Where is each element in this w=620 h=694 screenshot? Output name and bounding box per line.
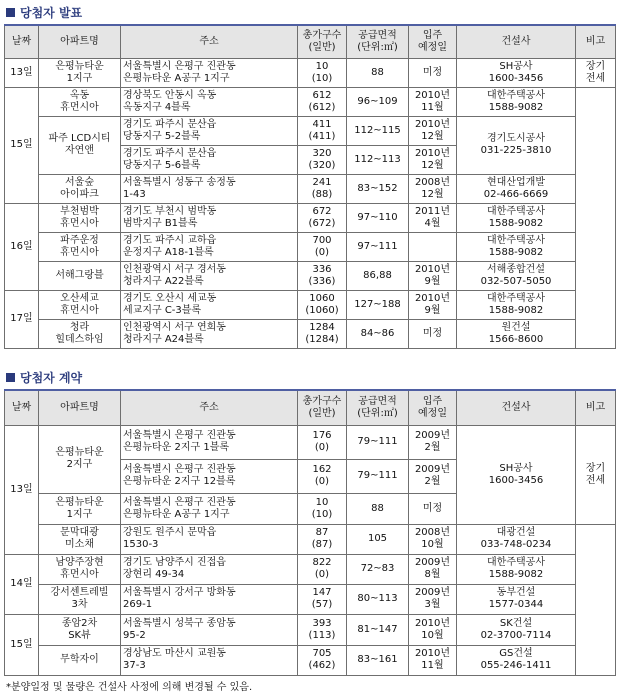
date-cell: 15일: [5, 614, 39, 675]
apt-cell: 무학자이: [39, 645, 121, 675]
note-cell: [576, 87, 616, 348]
apt-cell: 문막대광 미소채: [39, 524, 121, 554]
table-row: [5, 116, 616, 145]
units-cell: 705 (462): [298, 645, 347, 675]
header-units: 총가구수 (일반): [298, 25, 347, 58]
units-cell: 700 (0): [298, 232, 347, 261]
area-cell: 97~110: [347, 203, 409, 232]
header-area: 공급면적 (단위:㎡): [347, 25, 409, 58]
movein-cell: 2008년 10월: [409, 524, 457, 554]
note-cell: 장기 전세: [576, 425, 616, 524]
addr-cell: 인천광역시 서구 경서동 청라지구 A22블록: [121, 261, 298, 290]
table-header-row: [5, 390, 616, 425]
units-cell: 1060 (1060): [298, 290, 347, 319]
units-cell: 612 (612): [298, 87, 347, 116]
addr-cell: 서울특별시 강서구 방화동 269-1: [121, 584, 298, 614]
table-row: [5, 232, 616, 261]
table-row: [5, 290, 616, 319]
builder-cell: 동부건설 1577-0344: [457, 584, 576, 614]
header-addr: 주소: [121, 25, 298, 58]
addr-cell: 경기도 파주시 문산읍 당동지구 5-2블록: [121, 116, 298, 145]
header-note: 비고: [576, 390, 616, 425]
header-addr: 주소: [121, 390, 298, 425]
apt-cell: 은평뉴타운 1지구: [39, 58, 121, 87]
date-cell: 13일: [5, 58, 39, 87]
table-row: [5, 174, 616, 203]
builder-cell: SH공사 1600-3456: [457, 58, 576, 87]
units-cell: 147 (57): [298, 584, 347, 614]
date-cell: 13일: [5, 425, 39, 554]
units-cell: 393 (113): [298, 614, 347, 645]
table-header-row: [5, 25, 616, 58]
builder-cell: 대한주택공사 1588-9082: [457, 290, 576, 319]
header-note: 비고: [576, 25, 616, 58]
movein-cell: 2010년 12월: [409, 145, 457, 174]
table-row: [5, 261, 616, 290]
note-cell: 장기 전세: [576, 58, 616, 87]
date-cell: 15일: [5, 87, 39, 203]
units-cell: 336 (336): [298, 261, 347, 290]
movein-cell: 미정: [409, 493, 457, 524]
builder-cell: 원건설 1566-8600: [457, 319, 576, 348]
contract-table: [4, 389, 616, 676]
area-cell: 79~111: [347, 459, 409, 493]
movein-cell: [409, 232, 457, 261]
section-title-text: 당첨자 계약: [20, 370, 83, 385]
apt-cell: 청라 힐데스하임: [39, 319, 121, 348]
header-movein: 입주 예정일: [409, 25, 457, 58]
apt-cell: 부천범박 휴먼시아: [39, 203, 121, 232]
apt-cell: 오산세교 휴먼시아: [39, 290, 121, 319]
announcement-table: [4, 24, 616, 349]
area-cell: 88: [347, 58, 409, 87]
area-cell: 72~83: [347, 554, 409, 584]
movein-cell: 2010년 11월: [409, 645, 457, 675]
date-cell: 14일: [5, 554, 39, 614]
table-row: [5, 614, 616, 645]
addr-cell: 경상북도 안동시 옥동 옥동지구 4블록: [121, 87, 298, 116]
units-cell: 10 (10): [298, 493, 347, 524]
units-cell: 672 (672): [298, 203, 347, 232]
apt-cell: 은평뉴타운 2지구: [39, 425, 121, 493]
movein-cell: 2009년 3월: [409, 584, 457, 614]
table-row: [5, 584, 616, 614]
table-row: [5, 554, 616, 584]
movein-cell: 2008년 12월: [409, 174, 457, 203]
builder-cell: 현대산업개발 02-466-6669: [457, 174, 576, 203]
movein-cell: 2009년 2월: [409, 459, 457, 493]
apt-cell: 서울숲 아이파크: [39, 174, 121, 203]
addr-cell: 강원도 원주시 문막읍 1530-3: [121, 524, 298, 554]
addr-cell: 경기도 부천시 범박동 범박지구 B1블록: [121, 203, 298, 232]
area-cell: 112~115: [347, 116, 409, 145]
area-cell: 112~113: [347, 145, 409, 174]
area-cell: 83~152: [347, 174, 409, 203]
builder-cell: SK건설 02-3700-7114: [457, 614, 576, 645]
units-cell: 87 (87): [298, 524, 347, 554]
header-builder: 건설사: [457, 390, 576, 425]
section-title-announcement: [6, 4, 82, 20]
area-cell: 86,88: [347, 261, 409, 290]
units-cell: 411 (411): [298, 116, 347, 145]
note-cell: [576, 524, 616, 675]
square-bullet-icon: [6, 373, 15, 382]
movein-cell: 2011년 4월: [409, 203, 457, 232]
area-cell: 88: [347, 493, 409, 524]
section-title-contract: [6, 369, 82, 385]
section-title-text: 당첨자 발표: [20, 5, 83, 20]
builder-cell: 대한주택공사 1588-9082: [457, 87, 576, 116]
date-cell: 16일: [5, 203, 39, 290]
table-row: [5, 425, 616, 459]
header-units: 총가구수 (일반): [298, 390, 347, 425]
area-cell: 97~111: [347, 232, 409, 261]
apt-cell: 강서센트레빌 3차: [39, 584, 121, 614]
header-date: 날짜: [5, 390, 39, 425]
units-cell: 10 (10): [298, 58, 347, 87]
header-apt: 아파트명: [39, 390, 121, 425]
movein-cell: 2010년 12월: [409, 116, 457, 145]
apt-cell: 옥동 휴먼시아: [39, 87, 121, 116]
area-cell: 105: [347, 524, 409, 554]
area-cell: 81~147: [347, 614, 409, 645]
builder-cell: GS건설 055-246-1411: [457, 645, 576, 675]
header-builder: 건설사: [457, 25, 576, 58]
addr-cell: 인천광역시 서구 연희동 청라지구 A24블록: [121, 319, 298, 348]
area-cell: 96~109: [347, 87, 409, 116]
area-cell: 127~188: [347, 290, 409, 319]
units-cell: 822 (0): [298, 554, 347, 584]
movein-cell: 2009년 8월: [409, 554, 457, 584]
area-cell: 80~113: [347, 584, 409, 614]
movein-cell: 2009년 2월: [409, 425, 457, 459]
builder-cell: 대한주택공사 1588-9082: [457, 203, 576, 232]
addr-cell: 경기도 오산시 세교동 세교지구 C-3블록: [121, 290, 298, 319]
builder-cell: 대한주택공사 1588-9082: [457, 232, 576, 261]
header-date: 날짜: [5, 25, 39, 58]
addr-cell: 서울특별시 은평구 진관동 은평뉴타운 2지구 1블록: [121, 425, 298, 459]
area-cell: 83~161: [347, 645, 409, 675]
addr-cell: 경기도 파주시 교하읍 운정지구 A18-1블록: [121, 232, 298, 261]
movein-cell: 미정: [409, 319, 457, 348]
addr-cell: 서울특별시 은평구 진관동 은평뉴타운 2지구 12블록: [121, 459, 298, 493]
table-row: [5, 645, 616, 675]
apt-cell: 종암2차 SK뷰: [39, 614, 121, 645]
addr-cell: 서울특별시 성북구 종암동 95-2: [121, 614, 298, 645]
addr-cell: 경기도 파주시 문산읍 당동지구 5-6블록: [121, 145, 298, 174]
table-row: [5, 524, 616, 554]
area-cell: 84~86: [347, 319, 409, 348]
apt-cell: 은평뉴타운 1지구: [39, 493, 121, 524]
header-movein: 입주 예정일: [409, 390, 457, 425]
apt-cell: 파주운정 휴먼시아: [39, 232, 121, 261]
movein-cell: 미정: [409, 58, 457, 87]
movein-cell: 2010년 9월: [409, 261, 457, 290]
units-cell: 162 (0): [298, 459, 347, 493]
addr-cell: 서울특별시 은평구 진관동 은평뉴타운 A공구 1지구: [121, 493, 298, 524]
movein-cell: 2010년 11월: [409, 87, 457, 116]
header-apt: 아파트명: [39, 25, 121, 58]
builder-cell: SH공사 1600-3456: [457, 425, 576, 524]
units-cell: 176 (0): [298, 425, 347, 459]
addr-cell: 경상남도 마산시 교원동 37-3: [121, 645, 298, 675]
builder-cell: 서해종합건설 032-507-5050: [457, 261, 576, 290]
movein-cell: 2010년 10월: [409, 614, 457, 645]
addr-cell: 서울특별시 성동구 송정동 1-43: [121, 174, 298, 203]
builder-cell: 대광건설 033-748-0234: [457, 524, 576, 554]
footnote: *분양일정 및 물량은 건설사 사정에 의해 변경될 수 있음.: [6, 682, 253, 693]
square-bullet-icon: [6, 8, 15, 17]
builder-cell: 경기도시공사 031-225-3810: [457, 116, 576, 174]
table-row: [5, 87, 616, 116]
date-cell: 17일: [5, 290, 39, 348]
apt-cell: 남양주장현 휴먼시아: [39, 554, 121, 584]
table-row: [5, 319, 616, 348]
apt-cell: 파주 LCD시티 자연앤: [39, 116, 121, 174]
area-cell: 79~111: [347, 425, 409, 459]
addr-cell: 서울특별시 은평구 진관동 은평뉴타운 A공구 1지구: [121, 58, 298, 87]
units-cell: 241 (88): [298, 174, 347, 203]
table-row: [5, 203, 616, 232]
table-row: [5, 58, 616, 87]
addr-cell: 경기도 남양주시 진접읍 장현리 49-34: [121, 554, 298, 584]
builder-cell: 대한주택공사 1588-9082: [457, 554, 576, 584]
movein-cell: 2010년 9월: [409, 290, 457, 319]
units-cell: 1284 (1284): [298, 319, 347, 348]
header-area: 공급면적 (단위:㎡): [347, 390, 409, 425]
units-cell: 320 (320): [298, 145, 347, 174]
apt-cell: 서해그랑블: [39, 261, 121, 290]
